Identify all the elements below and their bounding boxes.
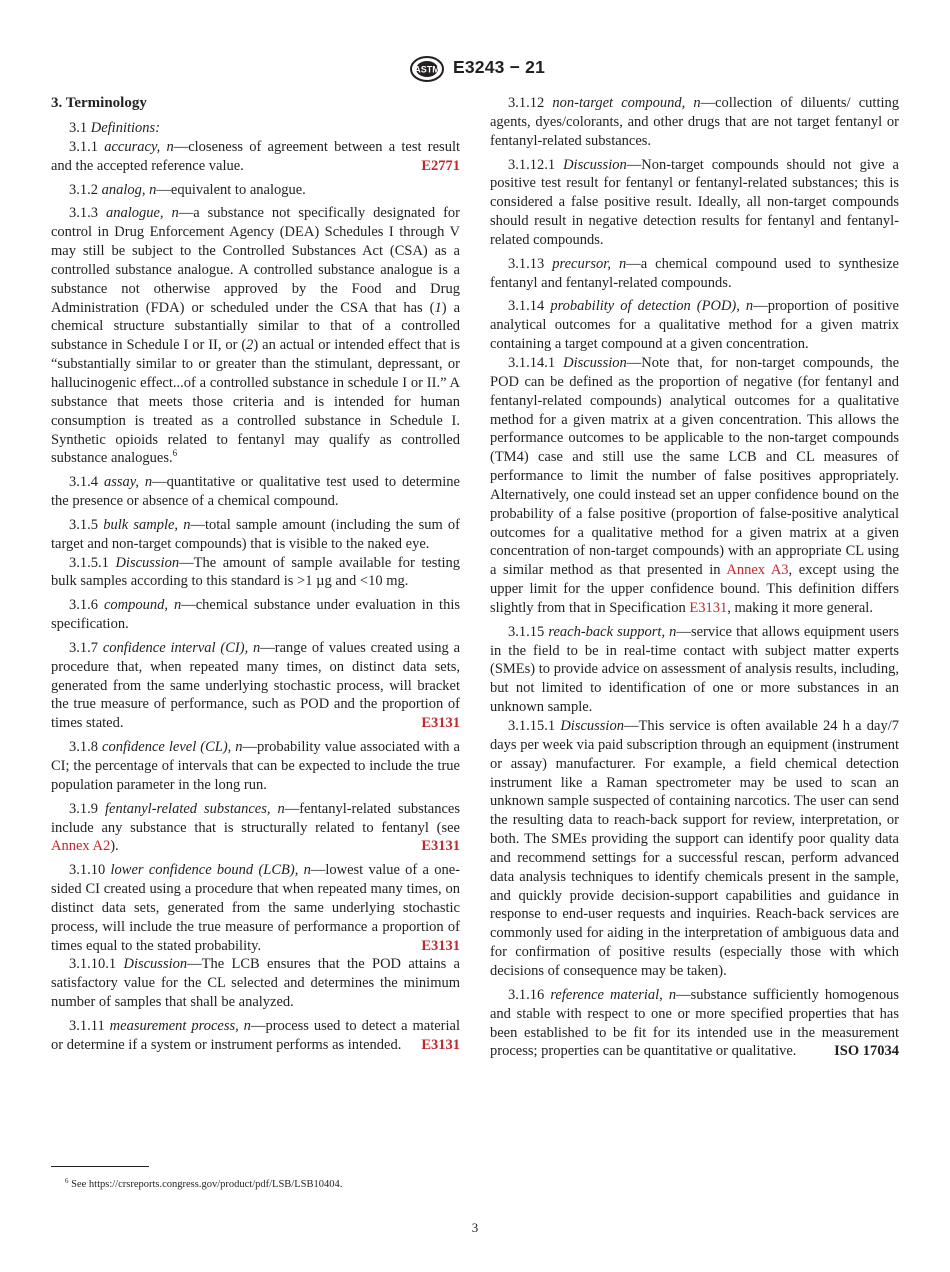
definition-3-1-1: 3.1.1 accuracy, n—closeness of agreement between a test result and the accepted reference value. E2771: [51, 138, 460, 174]
definition-3-1-5: 3.1.5 bulk sample, n—total sample amount (including the sum of target and non-target compounds) that is visible to the naked eye.: [51, 516, 460, 552]
discussion-3-1-15-1: 3.1.15.1 Discussion—This service is often available 24 h a day/7 days per week via paid subscription through an equipment (instrument or assay) manufacturer. For example, a field chemical detection instrument like a Raman spectrometer may be used to scan an unknown sample suspected of containing narcotics. The user can send the resulting data to reach-back support for review, interpretation, or both. The SMEs providing the support can identify poor quality data and recommend settings for a successful rescan, perform advanced data analysis techniques to identify chemicals present in the sample, and quickly provide decision-support capabilities and guidance in response to end-user requests and inquiries. Reach-back services are commonly used for aiding in the interpretation of ambiguous data and for confirmation of positive results (especially those with which decisions of consequence may be taken).: [490, 718, 899, 979]
footnote: [65, 1178, 342, 1191]
discussion-3-1-12-1: 3.1.12.1 Discussion—Non-target compounds should not give a positive test result for fentanyl or fentanyl-related substances; this is considered a false positive result. Ideally, all non-target compounds should result in negative detection results for fentanyl and fentanyl-related compounds.: [490, 156, 899, 248]
logo-text: ASTM: [414, 64, 440, 75]
section-heading: 3. Terminology: [51, 95, 147, 111]
reference-link[interactable]: E2771: [421, 157, 460, 174]
footnote-text: See https://crsreports.congress.gov/product/pdf/LSB/LSB10404.: [71, 1179, 343, 1190]
footnote-marker[interactable]: 6: [172, 448, 178, 459]
definition-3-1-2: 3.1.2 analog, n—equivalent to analogue.: [69, 181, 306, 198]
annex-a3-link[interactable]: Annex A3: [726, 562, 789, 579]
definition-3-1-14: 3.1.14 probability of detection (POD), n—proportion of positive analytical outcomes for a qualitative method for a given matrix containing a target compound at a given concentration.: [490, 298, 899, 353]
astm-logo-icon: [409, 56, 445, 82]
reference-link[interactable]: E3131: [421, 838, 460, 855]
definition-3-1-7: 3.1.7 confidence interval (CI), n—range of values created using a procedure that, when repeated many times, on distinct data sets, generated from the same underlying stochastic process, will bracket the true measure of performance, such as POD and the proportion of times stated. E3131: [51, 639, 461, 732]
definition-3-1-15: 3.1.15 reach-back support, n—service that allows equipment users in the field to be in real-time contact with subject matter experts (SMEs) to provide advice on assessment of analysis results, including, but not limited to identification of one or more substances in an unknown sample.: [490, 623, 900, 716]
discussion-3-1-5-1: 3.1.5.1 Discussion—The amount of sample available for testing bulk samples according to this standard is >1 µg and <10 mg.: [51, 554, 461, 590]
page-header: [0, 56, 950, 82]
discussion-3-1-10-1: 3.1.10.1 Discussion—The LCB ensures that the POD attains a satisfactory value for the CL selected and determines the minimum number of samples that shall be analyzed.: [51, 956, 460, 1011]
definition-3-1-8: 3.1.8 confidence level (CL), n—probability value associated with a CI; the percentage of intervals that can be expected to include the true population parameter in the long run.: [51, 739, 460, 793]
reference-link[interactable]: E3131: [421, 715, 460, 732]
reference-link[interactable]: E3131: [421, 1036, 460, 1053]
annex-a2-link[interactable]: Annex A2: [51, 838, 111, 855]
definition-3-1-9: 3.1.9 fentanyl-related substances, n—fentanyl-related substances include any substance that is structurally related to fentanyl (see Annex A2). E3131: [51, 800, 460, 855]
definition-3-1-4: 3.1.4 assay, n—quantitative or qualitative test used to determine the presence or absence of a chemical compound.: [51, 474, 460, 510]
reference-link[interactable]: E3131: [421, 937, 460, 954]
standard-designation: E3243 − 21: [453, 57, 546, 77]
definition-3-1-3: 3.1.3 analogue, n—a substance not specifically designated for control in Drug Enforcement Agency (DEA) Schedules I through V may still be subject to the Controlled Substances Act (CSA) as a controlled substance analogue. A controlled substance analogue is a substance not otherwise approved by the Food and Drug Administration (FDA) or scheduled under the CSA that has (1) a chemical structure substantially similar to that of a controlled substance in Schedule I or II, or (2) an actual or intended effect that is “substantially similar to or greater than the stimulant, depressant, or hallucinogenic effect...of a controlled substance in schedule I or II.” A substance that meets those criteria and is intended for human consumption is treated as a controlled substance in Schedule I. Synthetic opioids related to fentanyl may qualify as controlled substance analogues.$^6$: [51, 205, 461, 467]
footnote-number: 6: [65, 1177, 69, 1185]
definition-3-1-16: 3.1.16 reference material, n—substance sufficiently homogenous and stable with respect to one or more specified properties that has been established to be fit for its intended use in the measurement process; properties can be quantitative or qualitative. ISO 17034: [490, 986, 899, 1060]
right-column: [490, 94, 899, 1061]
definition-3-1-10: 3.1.10 lower confidence bound (LCB), n—lowest value of a one-sided CI created using a procedure that when repeated many times, on distinct data sets, generated from the same underlying stochastic process, will include the true measure of performance a proportion of times equal to the stated probability. E3131: [51, 862, 460, 954]
definition-3-1-11: 3.1.11 measurement process, n—process used to detect a material or determine if a system or instrument performs as intended. E3131: [51, 1017, 460, 1053]
left-column: [51, 94, 460, 1055]
definition-3-1-12: 3.1.12 non-target compound, n—collection of diluents/ cutting agents, dyes/colorants, and other drugs that are not target fentanyl or fentanyl-related substances.: [490, 95, 899, 149]
discussion-3-1-14-1: 3.1.14.1 Discussion—Note that, for non-target compounds, the POD can be defined as the proportion of negative (for fentanyl and fentanyl-related compounds) analytical outcomes for a qualitative method for a given matrix at a given concentration. This allows the performance outcomes to be applicable to the non-target compounds (TM4) case and still use the same LCB and CL measures of performance to limit the number of false positives appropriately. Alternatively, one could instead set an upper confidence bound on the probability of a false positive (proportion of false-positive analytical outcomes for a qualitative method for a given matrix at a given concentration of non-target compounds) with an appropriate CL using a similar method as that presented in Annex A3, except using the upper limit for the upper confidence bound. This definition differs slightly from that in Specification E3131, making it more general.: [490, 354, 900, 616]
definition-3-1-6: 3.1.6 compound, n—chemical substance under evaluation in this specification.: [51, 597, 460, 633]
page-number: 3: [471, 1220, 479, 1235]
definition-3-1-13: 3.1.13 precursor, n—a chemical compound used to synthesize fentanyl and fentanyl-related compounds.: [490, 255, 899, 291]
e3131-link[interactable]: E3131: [689, 599, 728, 616]
definition-3-1: 3.1 Definitions:: [69, 120, 161, 136]
reference-standard: ISO 17034: [834, 1043, 899, 1060]
footnote-divider: [51, 1166, 149, 1167]
